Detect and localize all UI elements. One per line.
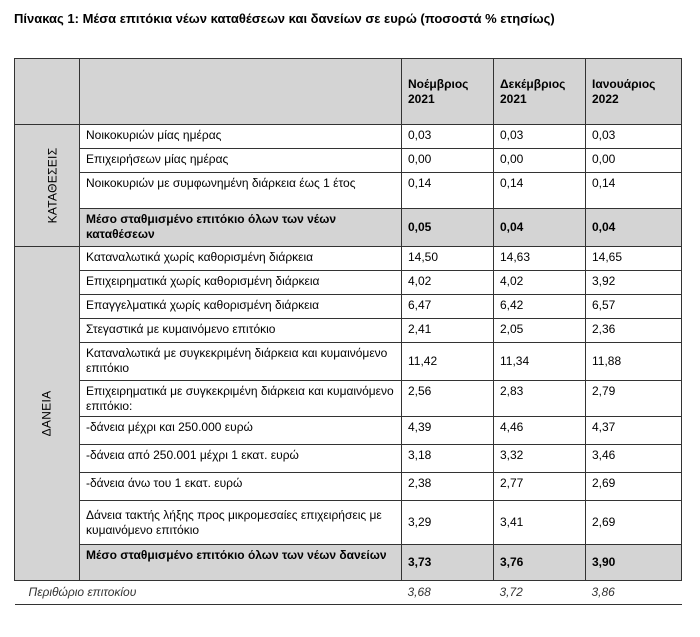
header-row	[15, 59, 682, 125]
row-value: 3,41	[494, 501, 586, 545]
table-row	[15, 445, 682, 473]
loans-group-label: ΔΑΝΕΙΑ	[39, 390, 54, 437]
row-value: 14,63	[494, 247, 586, 271]
table-row	[15, 173, 682, 209]
row-value: 0,03	[586, 125, 682, 149]
interest-rates-table	[14, 58, 682, 605]
table-row	[15, 501, 682, 545]
column-header: Δεκέμβριος 2021	[494, 59, 586, 125]
row-value: 11,88	[586, 343, 682, 381]
row-value: 4,37	[586, 417, 682, 445]
table-row	[15, 125, 682, 149]
row-value: 4,02	[402, 271, 494, 295]
table-row	[15, 381, 682, 417]
table-row	[15, 343, 682, 381]
row-label: Δάνεια τακτής λήξης προς μικρομεσαίες επιχειρήσεις με κυμαινόμενο επιτόκιο	[80, 501, 402, 545]
average-value: 0,04	[494, 209, 586, 247]
row-value: 0,14	[402, 173, 494, 209]
table-row	[15, 149, 682, 173]
row-value: 2,41	[402, 319, 494, 343]
row-value: 6,42	[494, 295, 586, 319]
row-value: 2,83	[494, 381, 586, 417]
row-value: 3,32	[494, 445, 586, 473]
loans-average-row	[15, 545, 682, 581]
loans-group-cell	[15, 247, 80, 581]
margin-value: 3,86	[586, 581, 682, 605]
column-header: Ιανουάριος 2022	[586, 59, 682, 125]
row-value: 2,69	[586, 473, 682, 501]
row-label: Επιχειρηματικά χωρίς καθορισμένη διάρκεια	[80, 271, 402, 295]
row-value: 2,56	[402, 381, 494, 417]
row-value: 4,02	[494, 271, 586, 295]
row-value: 11,34	[494, 343, 586, 381]
row-value: 14,50	[402, 247, 494, 271]
average-value: 3,73	[402, 545, 494, 581]
average-value: 3,76	[494, 545, 586, 581]
average-label: Μέσο σταθμισμένο επιτόκιο όλων των νέων καταθέσεων	[80, 209, 402, 247]
row-label: Στεγαστικά με κυμαινόμενο επιτόκιο	[80, 319, 402, 343]
column-header: Νοέμβριος 2021	[402, 59, 494, 125]
row-label: Νοικοκυριών με συμφωνημένη διάρκεια έως 1 έτος	[80, 173, 402, 209]
header-label-cell	[80, 59, 402, 125]
row-value: 2,69	[586, 501, 682, 545]
row-value: 0,14	[494, 173, 586, 209]
row-value: 2,05	[494, 319, 586, 343]
row-label: -δάνεια άνω του 1 εκατ. ευρώ	[80, 473, 402, 501]
row-value: 0,00	[586, 149, 682, 173]
row-value: 3,29	[402, 501, 494, 545]
row-value: 0,03	[494, 125, 586, 149]
row-value: 3,46	[586, 445, 682, 473]
row-value: 3,18	[402, 445, 494, 473]
average-value: 0,04	[586, 209, 682, 247]
margin-row	[15, 581, 682, 605]
row-label: Επαγγελματικά χωρίς καθορισμένη διάρκεια	[80, 295, 402, 319]
row-value: 11,42	[402, 343, 494, 381]
margin-label: Περιθώριο επιτοκίου	[15, 581, 402, 605]
average-value: 3,90	[586, 545, 682, 581]
row-value: 0,00	[402, 149, 494, 173]
row-value: 3,92	[586, 271, 682, 295]
row-value: 0,14	[586, 173, 682, 209]
margin-value: 3,72	[494, 581, 586, 605]
average-label: Μέσο σταθμισμένο επιτόκιο όλων των νέων δανείων	[80, 545, 402, 581]
row-value: 2,77	[494, 473, 586, 501]
deposits-group-label: ΚΑΤΑΘΕΣΕΙΣ	[45, 147, 60, 224]
row-label: Νοικοκυριών μίας ημέρας	[80, 125, 402, 149]
row-value: 4,39	[402, 417, 494, 445]
header-corner	[15, 59, 80, 125]
row-value: 0,00	[494, 149, 586, 173]
row-label: Επιχειρηματικά με συγκεκριμένη διάρκεια και κυμαινόμενο επιτόκιο:	[80, 381, 402, 417]
table-row	[15, 417, 682, 445]
table-row	[15, 473, 682, 501]
row-label: Επιχειρήσεων μίας ημέρας	[80, 149, 402, 173]
table-title: Πίνακας 1: Μέσα επιτόκια νέων καταθέσεων και δανείων σε ευρώ (ποσοστά % ετησίως)	[14, 11, 555, 26]
row-value: 6,47	[402, 295, 494, 319]
row-value: 0,03	[402, 125, 494, 149]
row-value: 2,79	[586, 381, 682, 417]
row-value: 6,57	[586, 295, 682, 319]
deposits-average-row	[15, 209, 682, 247]
row-label: Καταναλωτικά χωρίς καθορισμένη διάρκεια	[80, 247, 402, 271]
row-label: Καταναλωτικά με συγκεκριμένη διάρκεια και κυμαινόμενο επιτόκιο	[80, 343, 402, 381]
table-row	[15, 319, 682, 343]
row-value: 2,36	[586, 319, 682, 343]
deposits-group-cell	[15, 125, 80, 247]
row-value: 14,65	[586, 247, 682, 271]
average-value: 0,05	[402, 209, 494, 247]
row-label: -δάνεια από 250.001 μέχρι 1 εκατ. ευρώ	[80, 445, 402, 473]
table-row	[15, 271, 682, 295]
table-row	[15, 295, 682, 319]
row-value: 2,38	[402, 473, 494, 501]
table-row	[15, 247, 682, 271]
margin-value: 3,68	[402, 581, 494, 605]
row-value: 4,46	[494, 417, 586, 445]
row-label: -δάνεια μέχρι και 250.000 ευρώ	[80, 417, 402, 445]
